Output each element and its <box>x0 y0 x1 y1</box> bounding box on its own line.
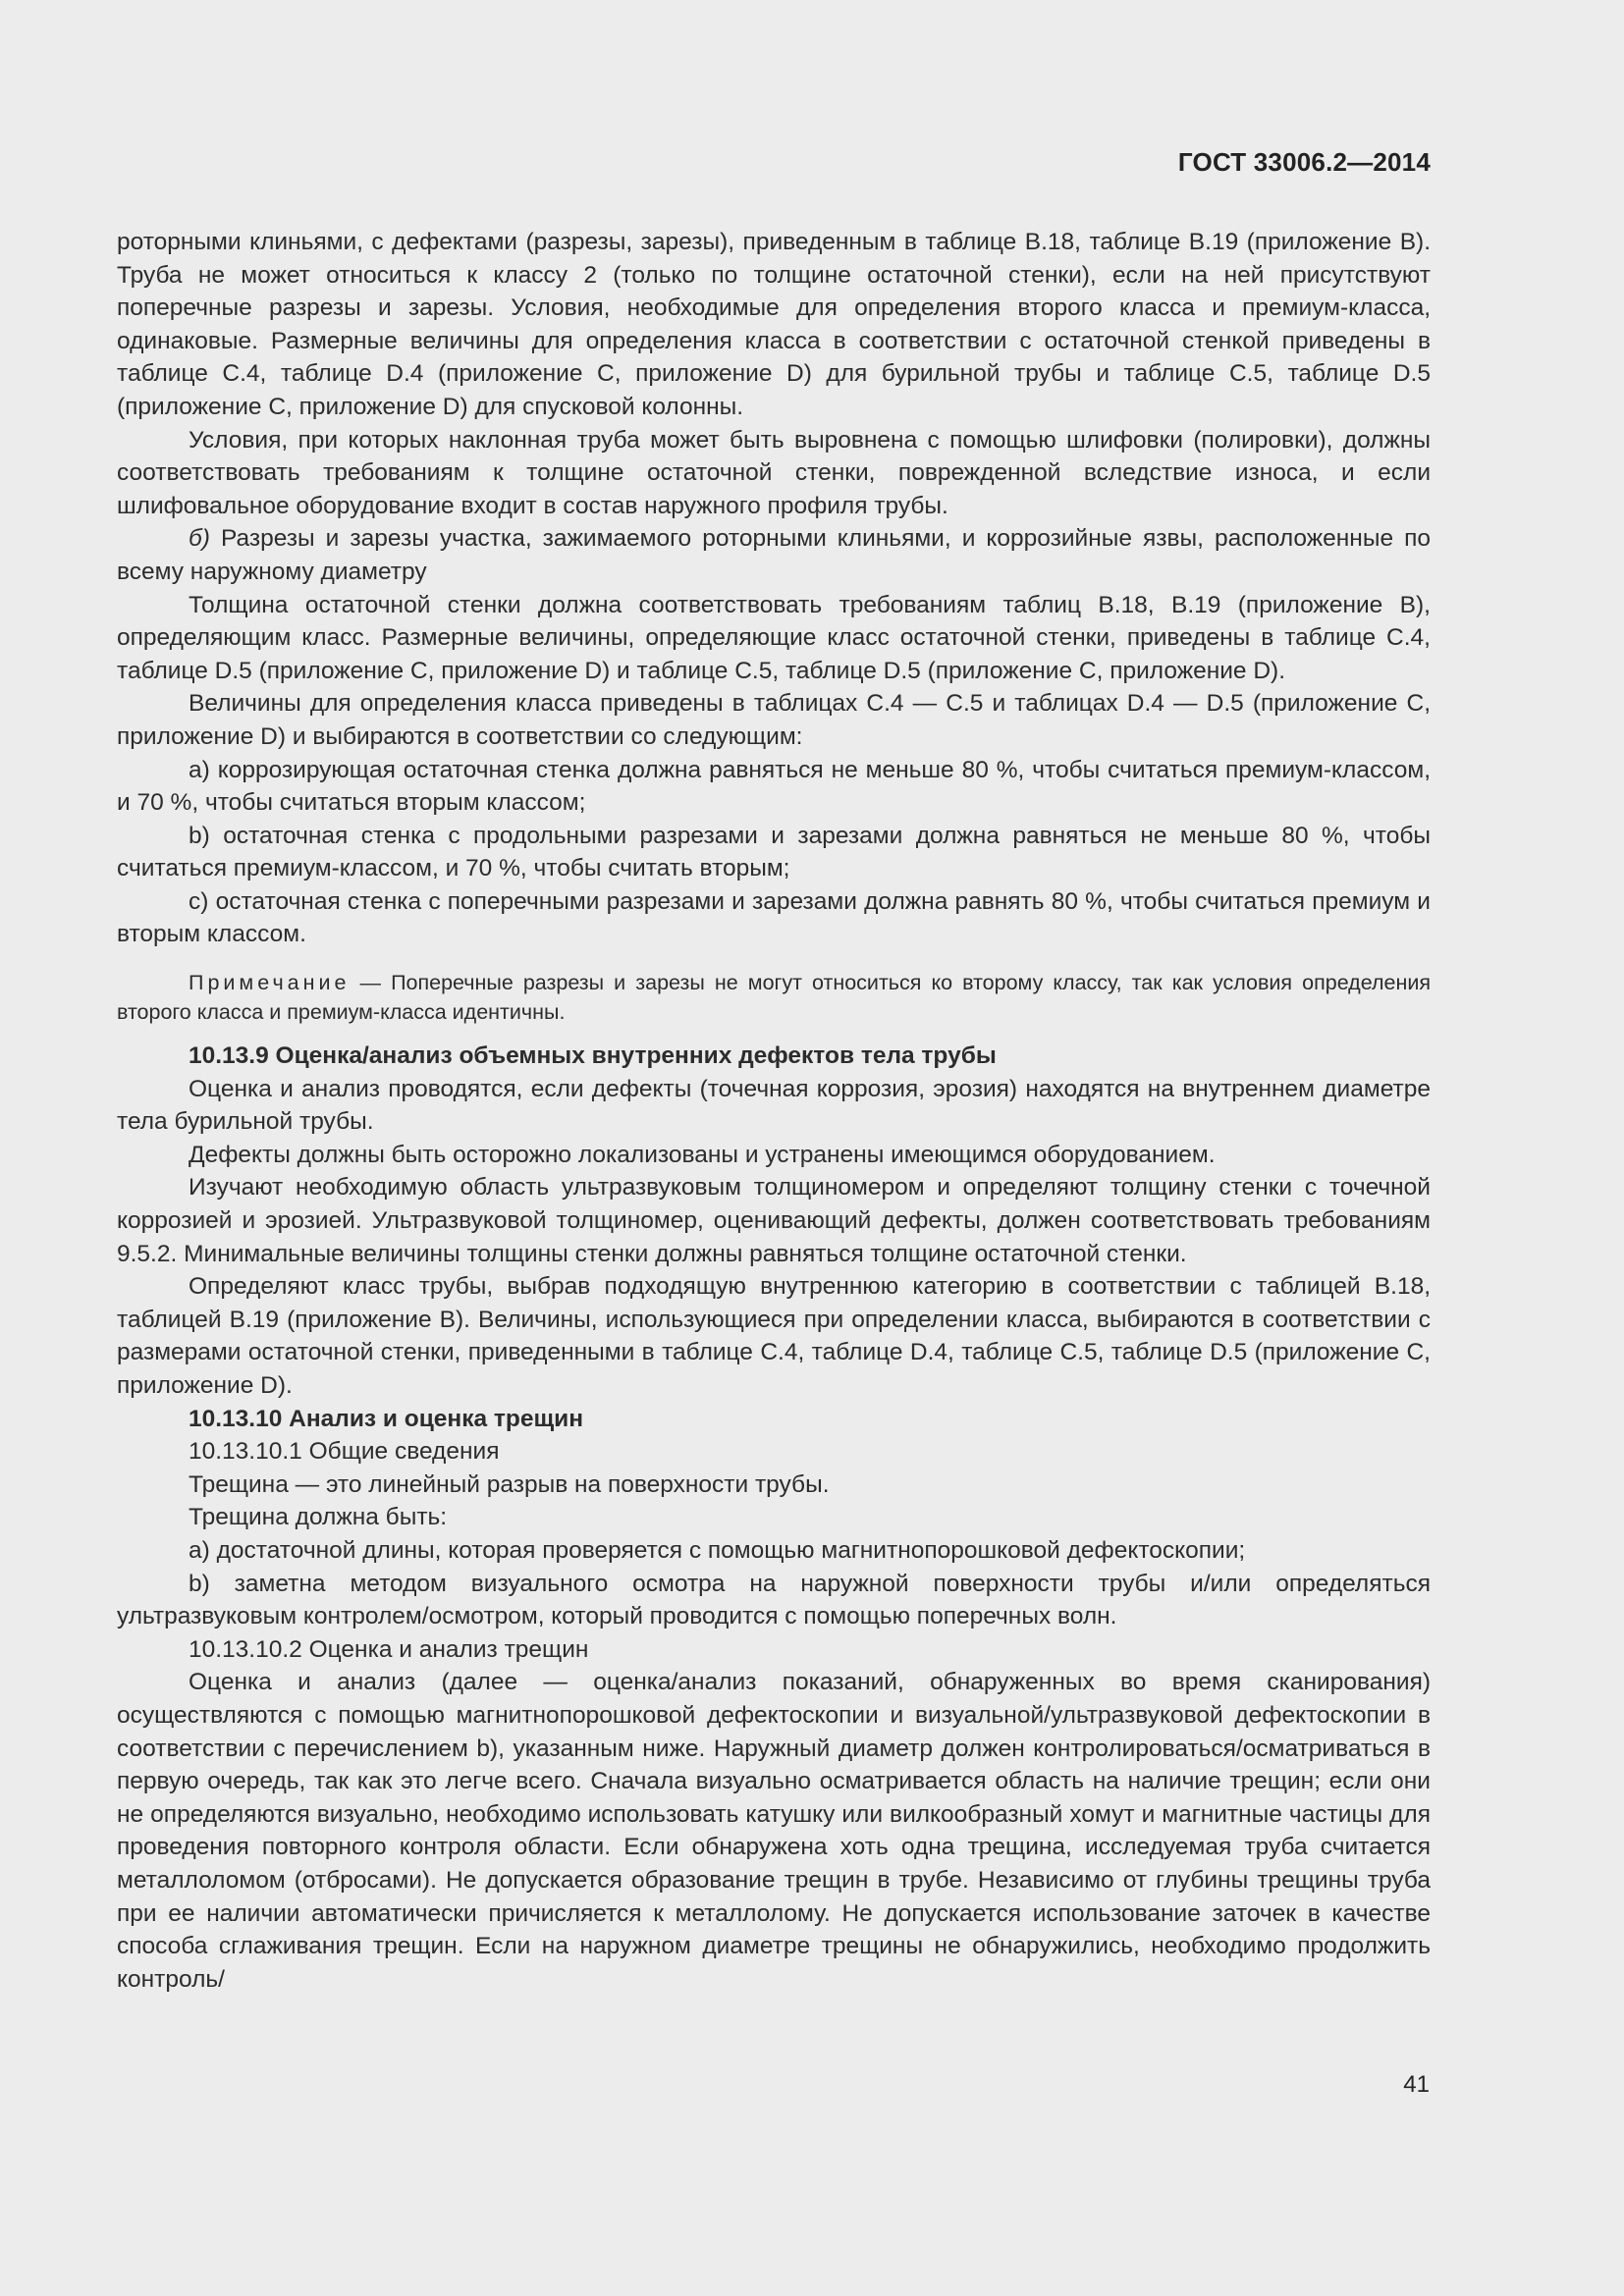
subsection-heading: 10.13.10.2 Оценка и анализ трещин <box>189 1635 589 1663</box>
list-item: c) остаточная стенка с поперечными разрезами и зарезами должна равнять 80 %, чтобы считаться премиум и вторым классом. <box>117 887 1431 948</box>
subsection-heading: 10.13.10.1 Общие сведения <box>189 1438 500 1466</box>
note-label: Примечание <box>189 971 351 995</box>
document-body <box>117 226 1431 1996</box>
document-header: ГОСТ 33006.2—2014 <box>1177 147 1431 177</box>
list-item: а) коррозирующая остаточная стенка должна равняться не меньше 80 %, чтобы считаться премиум-классом, и 70 %, чтобы считаться вторым классом; <box>117 756 1431 817</box>
paragraph: Оценка и анализ проводятся, если дефекты (точечная коррозия, эрозия) находятся на внутреннем диаметре тела бурильной трубы. <box>117 1075 1431 1136</box>
paragraph: Условия, при которых наклонная труба может быть выровнена с помощью шлифовки (полировки), должны соответствовать требованиям к толщине остаточной стенки, поврежденной вследствие износа, и если шлифовальное оборудование входит в состав наружного профиля трубы. <box>117 426 1431 519</box>
paragraph <box>117 522 1431 588</box>
paragraph: Толщина остаточной стенки должна соответствовать требованиям таблиц В.18, В.19 (приложение В), определяющим класс. Размерные величины, определяющие класс остаточной стенки, приведены в таблице С.4, таблице D.5 (приложение С, приложение D) и таблице С.5, таблице D.5 (приложение С, приложение D). <box>117 591 1431 684</box>
paragraph: Изучают необходимую область ультразвуковым толщиномером и определяют толщину стенки с точечной коррозией и эрозией. Ультразвуковой толщиномер, оценивающий дефекты, должен соответствовать требованиям 9.5.2. Минимальные величины толщины стенки должны равняться толщине остаточной стенки. <box>117 1174 1431 1267</box>
paragraph: роторными клиньями, с дефектами (разрезы, зарезы), приведенным в таблице В.18, таблице В.19 (приложение В). Труба не может относиться к классу 2 (только по толщине остаточной стенки), если на ней присутствуют поперечные разрезы и зарезы. Условия, необходимые для определения второго класса и премиум-класса, одинаковые. Размерные величины для определения класса в соответствии с остаточной стенкой приведены в таблице С.4, таблице D.4 (приложение С, приложение D) для бурильной трубы и таблице С.5, таблице D.5 (приложение С, приложение D) для спусковой колонны. <box>117 229 1431 420</box>
list-item: b) заметна методом визуального осмотра на наружной поверхности трубы и/или определяться ультразвуковым контролем/осмотром, который проводится с помощью поперечных волн. <box>117 1570 1431 1630</box>
paragraph: Оценка и анализ (далее — оценка/анализ показаний, обнаруженных во время сканирования) осуществляются с помощью магнитнопорошковой дефектоскопии и визуальной/ультразвуковой дефектоскопии в соответствии с перечислением b), указанным ниже. Наружный диаметр должен контролироваться/осматриваться в первую очередь, так как это легче всего. Сначала визуально осматривается область на наличие трещин; если они не определяются визуально, необходимо использовать катушку или вилкообразный хомут и магнитные частицы для проведения повторного контроля области. Если обнаружена хоть одна трещина, исследуемая труба считается металлоломом (отбросами). Не допускается образование трещин в трубе. Независимо от глубины трещины труба при ее наличии автоматически причисляется к металлолому. Не допускается использование заточек в качестве способа сглаживания трещин. Если на наружном диаметре трещины не обнаружились, необходимо продолжить контроль/ <box>117 1669 1431 1993</box>
page-number: 41 <box>1403 2071 1430 2098</box>
section-heading: 10.13.10 Анализ и оценка трещин <box>189 1405 584 1432</box>
paragraph: Величины для определения класса приведены в таблицах С.4 — С.5 и таблицах D.4 — D.5 (приложение С, приложение D) и выбираются в соответствии со следующим: <box>117 690 1431 750</box>
paragraph: Определяют класс трубы, выбрав подходящую внутреннюю категорию в соответствии с таблицей В.18, таблицей В.19 (приложение В). Величины, использующиеся при определении класса, выбираются в соответствии с размерами остаточной стенки, приведенными в таблице С.4, таблице D.4, таблице С.5, таблице D.5 (приложение С, приложение D). <box>117 1273 1431 1399</box>
note-text: — Поперечные разрезы и зарезы не могут относиться ко второму классу, так как условия определения второго класса и премиум-класса идентичны. <box>117 971 1431 1025</box>
paragraph: Трещина — это линейный разрыв на поверхности трубы. <box>189 1470 830 1498</box>
section-heading: 10.13.9 Оценка/анализ объемных внутренних дефектов тела трубы <box>189 1042 997 1070</box>
paragraph: Дефекты должны быть осторожно локализованы и устранены имеющимся оборудованием. <box>189 1141 1216 1168</box>
list-label: б) <box>189 525 210 553</box>
list-item: b) остаточная стенка с продольными разрезами и зарезами должна равняться не меньше 80 %, чтобы считаться премиум-классом, и 70 %, чтобы считать вторым; <box>117 822 1431 882</box>
paragraph: Трещина должна быть: <box>189 1504 448 1531</box>
note <box>117 968 1431 1027</box>
list-item: а) достаточной длины, которая проверяется с помощью магнитнопорошковой дефектоскопии; <box>189 1536 1246 1564</box>
paragraph-text: Разрезы и зарезы участка, зажимаемого роторными клиньями, и коррозийные язвы, расположенные по всему наружному диаметру <box>117 525 1431 585</box>
